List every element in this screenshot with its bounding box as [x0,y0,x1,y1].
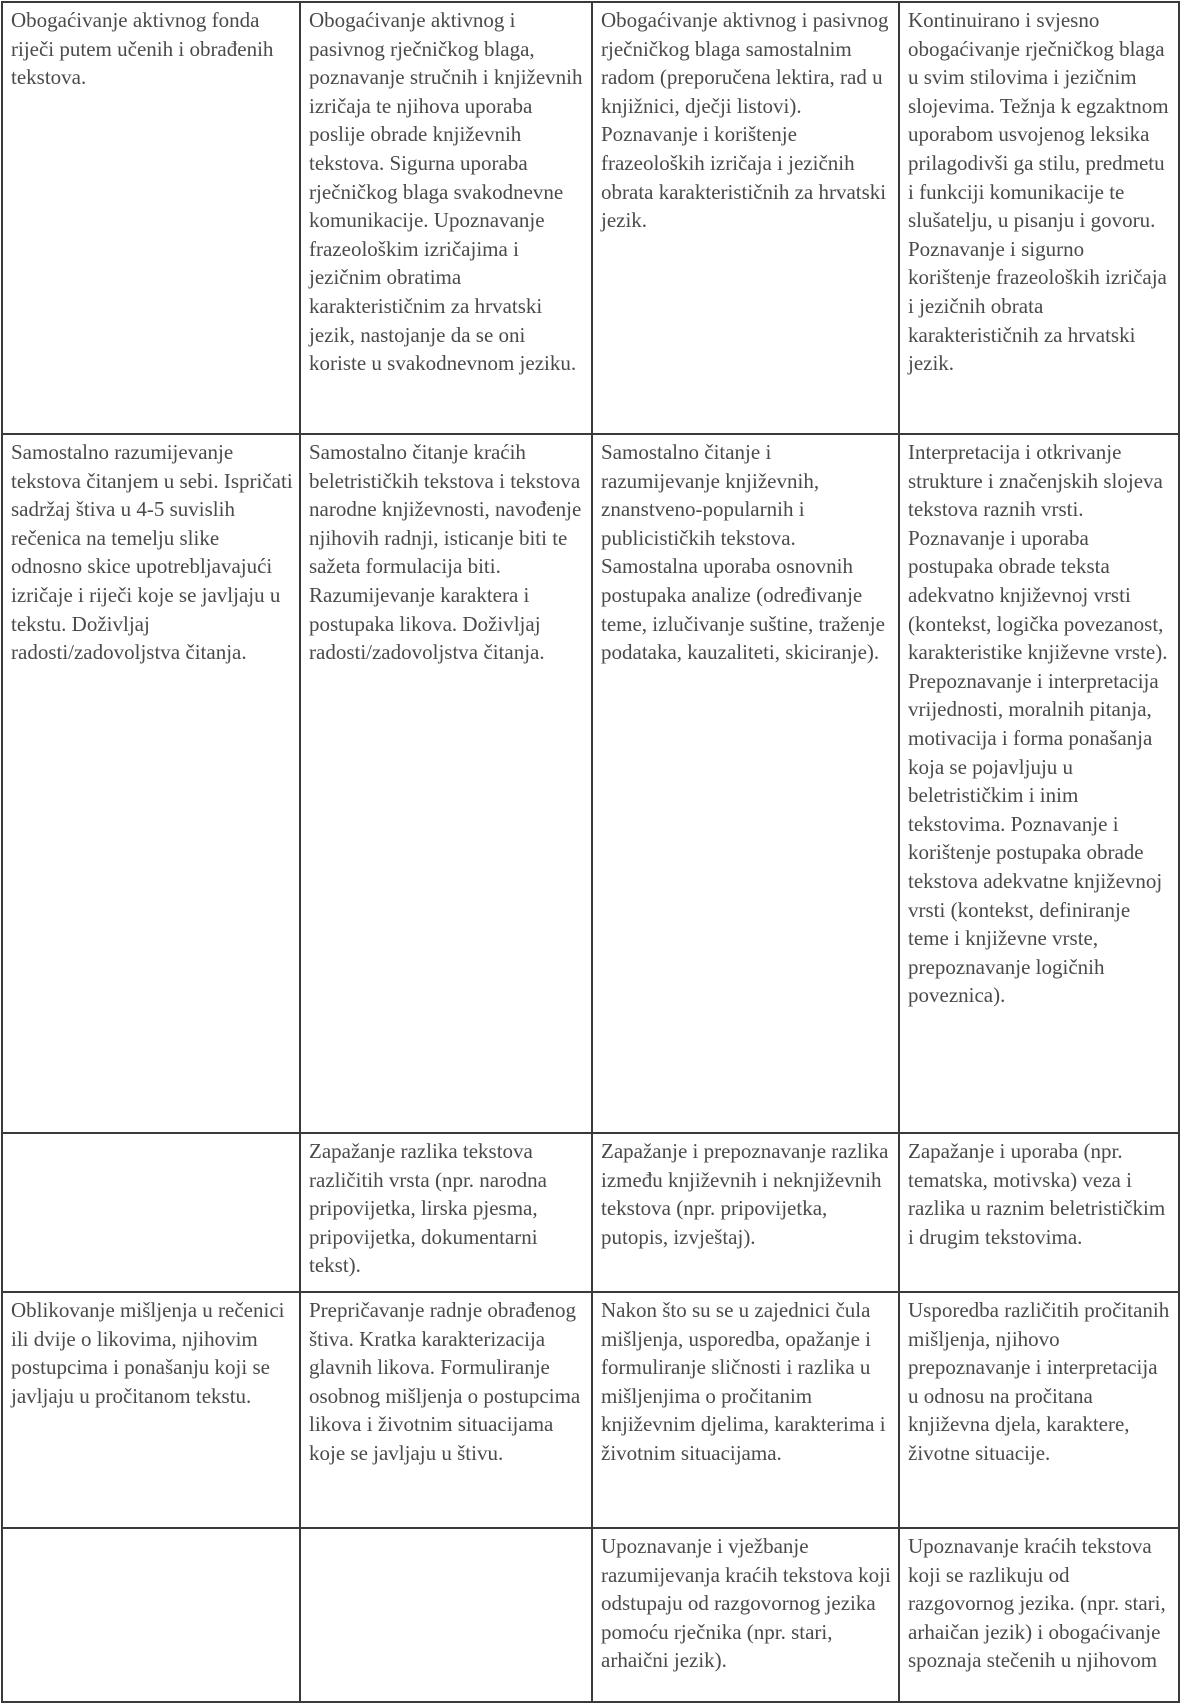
table-cell: Samostalno čitanje kraćih beletrističkih tekstova i tekstova narodne književnosti, navođenje njihovih radnji, isticanje biti te sažeta formulacija biti. Razumijevanje karaktera i postupaka likova. Doživljaj radosti/zadovoljstva čitanja. [300,434,592,1133]
table-cell: Oblikovanje mišljenja u rečenici ili dvije o likovima, njihovim postupcima i ponašanju koji se javljaju u pročitanom tekstu. [2,1292,300,1528]
table-row [2,2,1179,434]
table-cell: Zapažanje i prepoznavanje razlika između književnih i neknjiževnih tekstova (npr. pripovijetka, putopis, izvještaj). [592,1133,899,1292]
table-cell: Nakon što su se u zajednici čula mišljenja, usporedba, opažanje i formuliranje sličnosti i razlika u mišljenjima o pročitanim književnim djelima, karakterima i životnim situacijama. [592,1292,899,1528]
table-cell: Obogaćivanje aktivnog i pasivnog rječničkog blaga, poznavanje stručnih i književnih izričaja te njihova uporaba poslije obrade književnih tekstova. Sigurna uporaba rječničkog blaga svakodnevne komunikacije. Upoznavanje frazeološkim izričajima i jezičnim obratima karakterističnim za hrvatski jezik, nastojanje da se oni koriste u svakodnevnom jeziku. [300,2,592,434]
table-cell: Interpretacija i otkrivanje strukture i značenjskih slojeva tekstova raznih vrsti. Poznavanje i uporaba postupaka obrade teksta adekvatno književnoj vrsti (kontekst, logička povezanost, karakteristike književne vrste). Prepoznavanje i interpretacija vrijednosti, moralnih pitanja, motivacija i forma ponašanja koja se pojavljuju u beletrističkim i inim tekstovima. Poznavanje i korištenje postupaka obrade tekstova adekvatne književnoj vrsti (kontekst, definiranje teme i književne vrste, prepoznavanje logičnih poveznica). [899,434,1179,1133]
table-row [2,1528,1179,1702]
curriculum-table [1,1,1180,1703]
table-row [2,1292,1179,1528]
table-cell [2,1528,300,1702]
table-row [2,1133,1179,1292]
table-cell: Usporedba različitih pročitanih mišljenja, njihovo prepoznavanje i interpretacija u odnosu na pročitana književna djela, karaktere, životne situacije. [899,1292,1179,1528]
table-row [2,434,1179,1133]
table-cell: Samostalno razumijevanje tekstova čitanjem u sebi. Ispričati sadržaj štiva u 4-5 suvislih rečenica na temelju slike odnosno skice upotrebljavajući izričaje i riječi koje se javljaju u tekstu. Doživljaj radosti/zadovoljstva čitanja. [2,434,300,1133]
table-cell: Kontinuirano i svjesno obogaćivanje rječničkog blaga u svim stilovima i jezičnim slojevima. Težnja k egzaktnom uporabom usvojenog leksika prilagodivši ga stilu, predmetu i funkciji komunikacije te slušatelju, u pisanju i govoru. Poznavanje i sigurno korištenje frazeoloških izričaja i jezičnih obrata karakterističnih za hrvatski jezik. [899,2,1179,434]
table-cell [2,1133,300,1292]
table-cell: Prepričavanje radnje obrađenog štiva. Kratka karakterizacija glavnih likova. Formuliranje osobnog mišljenja o postupcima likova i životnim situacijama koje se javljaju u štivu. [300,1292,592,1528]
table-cell: Upoznavanje kraćih tekstova koji se razlikuju od razgovornog jezika. (npr. stari, arhaičan jezik) i obogaćivanje spoznaja stečenih u njihovom [899,1528,1179,1702]
table-cell [300,1528,592,1702]
table-cell: Zapažanje razlika tekstova različitih vrsta (npr. narodna pripovijetka, lirska pjesma, pripovijetka, dokumentarni tekst). [300,1133,592,1292]
table-cell: Obogaćivanje aktivnog i pasivnog rječničkog blaga samostalnim radom (preporučena lektira, rad u knjižnici, dječji listovi). Poznavanje i korištenje frazeoloških izričaja i jezičnih obrata karakterističnih za hrvatski jezik. [592,2,899,434]
table-cell: Obogaćivanje aktivnog fonda riječi putem učenih i obrađenih tekstova. [2,2,300,434]
table-cell: Upoznavanje i vježbanje razumijevanja kraćih tekstova koji odstupaju od razgovornog jezika pomoću rječnika (npr. stari, arhaični jezik). [592,1528,899,1702]
table-cell: Zapažanje i uporaba (npr. tematska, motivska) veza i razlika u raznim beletrističkim i drugim tekstovima. [899,1133,1179,1292]
table-cell: Samostalno čitanje i razumijevanje književnih, znanstveno-popularnih i publicističkih tekstova. Samostalna uporaba osnovnih postupaka analize (određivanje teme, izlučivanje suštine, traženje podataka, kauzaliteti, skiciranje). [592,434,899,1133]
